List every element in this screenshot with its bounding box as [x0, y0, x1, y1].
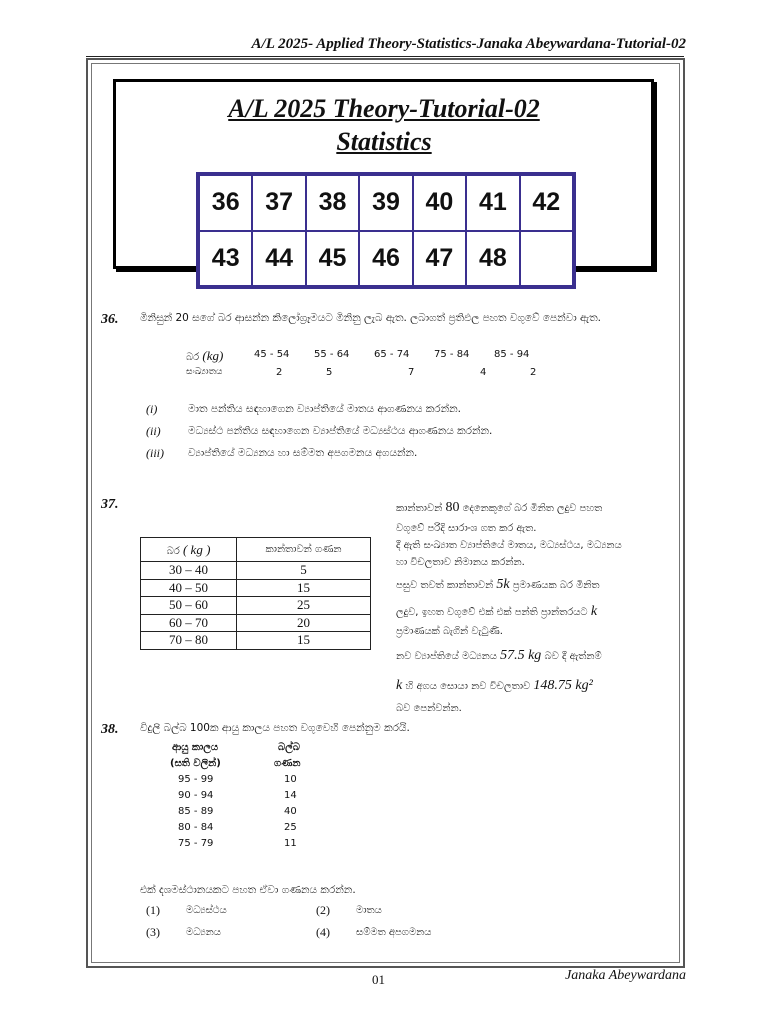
q36-freq-row [276, 367, 580, 378]
q36-freq: 7 [408, 367, 415, 378]
question-number-grid [196, 172, 576, 289]
q38-item-text: මාතය [356, 905, 382, 916]
q36-intro: මිනිසුන් 20 සගේ බර ආසන්න කිලෝග්‍රෑමයට මිනිනු ලැබ ඇත. ලබාගත් ප්‍රතිඵල පහත වගුවේ පෙන්වා ඇත. [140, 312, 602, 324]
q36-class-row [254, 349, 554, 360]
table-header-row [141, 538, 371, 562]
grid-cell: 38 [306, 175, 359, 231]
q38-count: 25 [284, 822, 297, 833]
q38-number: 38. [101, 722, 119, 737]
q38-item-text: සම්මත අපගමනය [356, 927, 432, 938]
grid-cell: 46 [359, 231, 412, 287]
q36-part-text: ව්‍යාප්තියේ මධ්‍යනය හා සම්මත අපගමනය අගයන්න. [188, 447, 418, 459]
q36-freq: 2 [276, 367, 283, 378]
q36-part-text: මධ්‍යස්ථ පන්තිය සඳහාගෙන ව්‍යාප්තියේ මධ්‍යස්ථය ආගණනය කරන්න. [188, 425, 493, 437]
grid-cell: 41 [466, 175, 519, 231]
q37-table [140, 537, 371, 650]
q36-class: 65 - 74 [374, 349, 410, 360]
q37-col1-unit: ( kg ) [182, 541, 211, 557]
q38-intro: විදුලි බල්බ 100ක ආයු කාලය පහත වගුවෙහි පෙන්නුම කරයි. [140, 722, 410, 734]
running-header: A/L 2025- Applied Theory-Statistics-Janaka Abeywardana-Tutorial-02 [251, 36, 686, 52]
q36-row1-label-group [186, 348, 223, 364]
q37-line [396, 573, 686, 597]
q38-range: 80 - 84 [178, 822, 214, 833]
q37-value: k [396, 678, 403, 694]
q38-item-label: (1) [146, 903, 160, 917]
q37-line: බව පෙන්වන්න. [396, 702, 462, 714]
q38-count: 14 [284, 790, 297, 801]
q38-task: එක් දශමස්ථානයකට පහත ඒවා ගණනය කරන්න. [140, 884, 356, 896]
grid-cell: 44 [252, 231, 305, 287]
q37-line: හා විචලතාව නිමානය කරන්න. [396, 556, 525, 568]
grid-cell: 45 [306, 231, 359, 287]
q37-count: 15 [237, 632, 371, 650]
q37-text: කාන්තාවන් [396, 503, 443, 514]
q37-text: දෙනෙකුගේ බර මිනිත ලදුව පහත [462, 503, 603, 514]
grid-cell: 37 [252, 175, 305, 231]
page-subtitle: Statistics [336, 127, 432, 156]
page-number: 01 [372, 972, 385, 987]
q38-col2-header: බල්බ [278, 742, 300, 753]
q37-text: හි අගය සොයා නව විචලතාව [405, 681, 531, 693]
q38-col2-subheader: ගණන [274, 758, 301, 769]
q37-line [396, 600, 686, 624]
q36-class: 85 - 94 [494, 349, 530, 360]
q37-text: නව ව්‍යාප්තියේ මධ්‍යනය [396, 651, 497, 663]
q37-text: බව දී ඇත්නම් [544, 651, 602, 663]
q38-count: 40 [284, 806, 297, 817]
grid-cell: 48 [466, 231, 519, 287]
q37-text: ප්‍රමාණයක බර මිනිත [512, 579, 600, 591]
q37-count: 25 [237, 597, 371, 615]
q38-range: 95 - 99 [178, 774, 214, 785]
q37-line [396, 644, 686, 668]
footer-author: Janaka Abeywardana [565, 968, 686, 983]
q36-freq: 5 [326, 367, 333, 378]
q37-value: 80 [445, 500, 460, 515]
q38-range: 75 - 79 [178, 838, 214, 849]
q37-description [396, 496, 686, 717]
q37-range: 30 – 40 [141, 562, 237, 580]
q36-row2-label: සංඛ්‍යාතය [186, 367, 223, 377]
table-row [141, 614, 371, 632]
q37-value: 57.5 kg [500, 648, 542, 664]
grid-cell: 39 [359, 175, 412, 231]
q36-part-label: (i) [146, 402, 158, 416]
q38-col1-header: ආයු කාලය [172, 742, 219, 753]
q37-range: 70 – 80 [141, 632, 237, 650]
q37-line: වගුවේ පරිදි සාරාංශ ගත කර ඇත. [396, 522, 537, 534]
q36-part-text: මාත පන්තිය සඳහාගෙන ව්‍යාප්තියේ මාතය ආගණනය කරන්න. [188, 403, 462, 415]
q36-part-label: (ii) [146, 424, 161, 438]
q37-count: 20 [237, 614, 371, 632]
q38-item-text: මධ්‍යනය [186, 927, 221, 938]
table-row [141, 597, 371, 615]
q38-item-label: (3) [146, 925, 160, 939]
q36-row1-unit: (kg) [202, 348, 224, 363]
q36-freq: 2 [530, 367, 537, 378]
q38-range: 90 - 94 [178, 790, 214, 801]
header-rule [86, 56, 684, 57]
grid-cell: 36 [199, 175, 252, 231]
table-row [141, 579, 371, 597]
q38-count: 10 [284, 774, 297, 785]
q37-text: ලදුව, ඉහත වගුවේ එක් එක් පන්ති ප්‍රාන්තරයට [396, 606, 588, 618]
q36-class: 55 - 64 [314, 349, 350, 360]
q37-range: 50 – 60 [141, 597, 237, 615]
q37-line [396, 674, 686, 698]
q37-value: 148.75 kg² [533, 678, 593, 694]
grid-cell: 42 [520, 175, 573, 231]
q37-col1-header [141, 538, 237, 562]
q36-part-label: (iii) [146, 446, 164, 460]
q37-count: 5 [237, 562, 371, 580]
q38-col1-subheader: (සති වලින්) [170, 758, 221, 769]
q37-line [396, 496, 686, 520]
q37-line: ප්‍රමාණයක් බැගින් වැටුණි. [396, 626, 503, 638]
q37-col1-label: බර [166, 545, 180, 557]
q37-value: 5k [496, 576, 510, 592]
table-row [141, 562, 371, 580]
q37-col2-header: කාන්තාවන් ගණන [237, 538, 371, 562]
page-title: A/L 2025 Theory-Tutorial-02 [228, 94, 540, 123]
q37-number: 37. [101, 497, 119, 512]
q36-class: 75 - 84 [434, 349, 470, 360]
q36-row1-label: බර [186, 352, 200, 363]
q37-text: පසුව තවත් කාන්තාවන් [396, 579, 494, 591]
q38-item-text: මධ්‍යස්ථය [186, 905, 227, 916]
q37-range: 40 – 50 [141, 579, 237, 597]
grid-cell: 47 [413, 231, 466, 287]
q36-freq: 4 [480, 367, 487, 378]
q38-item-label: (4) [316, 925, 330, 939]
q36-class: 45 - 54 [254, 349, 290, 360]
q36-number: 36. [101, 312, 119, 327]
table-row [141, 632, 371, 650]
grid-cell-empty [520, 231, 573, 287]
q37-count: 15 [237, 579, 371, 597]
grid-cell: 40 [413, 175, 466, 231]
q37-value: k [590, 603, 598, 619]
q37-line: දී ඇති සංඛ්‍යාත ව්‍යාප්තියේ මාතය, මධ්‍යස්ථය, මධ්‍යනය [396, 539, 622, 551]
q38-range: 85 - 89 [178, 806, 214, 817]
q38-item-label: (2) [316, 903, 330, 917]
q37-range: 60 – 70 [141, 614, 237, 632]
q38-count: 11 [284, 838, 297, 849]
grid-cell: 43 [199, 231, 252, 287]
